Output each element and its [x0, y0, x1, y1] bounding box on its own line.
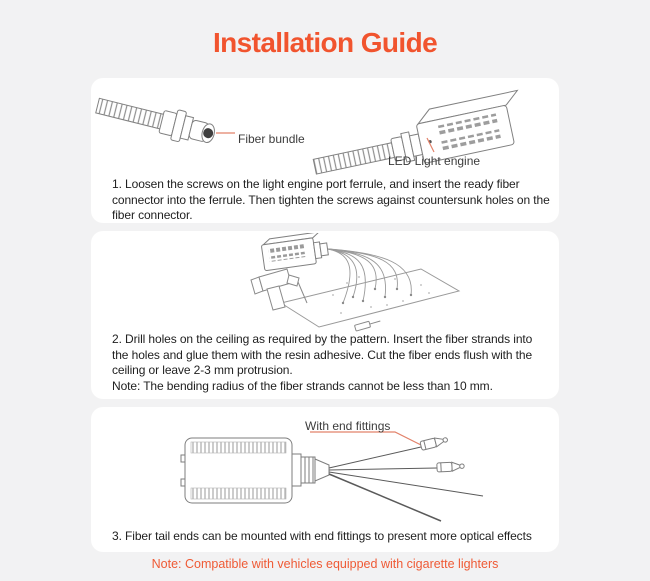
- end-fittings-leader-line: [310, 432, 425, 447]
- step1-card: [91, 78, 559, 223]
- end-fittings-label: With end fittings: [305, 419, 391, 433]
- page-title: Installation Guide: [212, 27, 438, 58]
- ceiling-drill-fibers-icon: [91, 233, 559, 333]
- step3-card: [91, 407, 559, 552]
- step2-illustration: [91, 233, 559, 333]
- end-fitting-icon: [437, 462, 465, 472]
- footer-note: Note: Compatible with vehicles equipped with cigarette lighters: [151, 557, 499, 571]
- fiber-bundle-label: Fiber bundle: [238, 132, 305, 146]
- ceiling-panel: [281, 269, 459, 327]
- fiber-bundle-and-led-engine-icon: [91, 84, 559, 180]
- step1-text: 1. Loosen the screws on the light engine port ferrule, and insert the ready fiber connector into the ferrule. Then tighten the screws against countersunk holes on the fiber connector.: [112, 177, 550, 223]
- step2-note: Note: The bending radius of the fiber strands cannot be less than 10 mm.: [112, 378, 493, 393]
- step3-text-block: [112, 529, 550, 545]
- step2-card: [91, 231, 559, 399]
- step1-illustration: [91, 84, 559, 180]
- step2-text-block: [112, 332, 550, 394]
- end-fitting-icon: [420, 435, 449, 450]
- step1-text-block: [112, 177, 550, 224]
- step3-text: 3. Fiber tail ends can be mounted with end fittings to present more optical effects: [112, 529, 532, 543]
- step2-text: 2. Drill holes on the ceiling as required by the pattern. Insert the fiber strands into the holes and glue them with the resin adhesive. Cut the fiber ends flush with the ceiling or leave 2-3 mm protrusion.: [112, 332, 533, 378]
- step3-illustration: [91, 409, 559, 525]
- led-light-engine-label: LED Light engine: [388, 154, 481, 168]
